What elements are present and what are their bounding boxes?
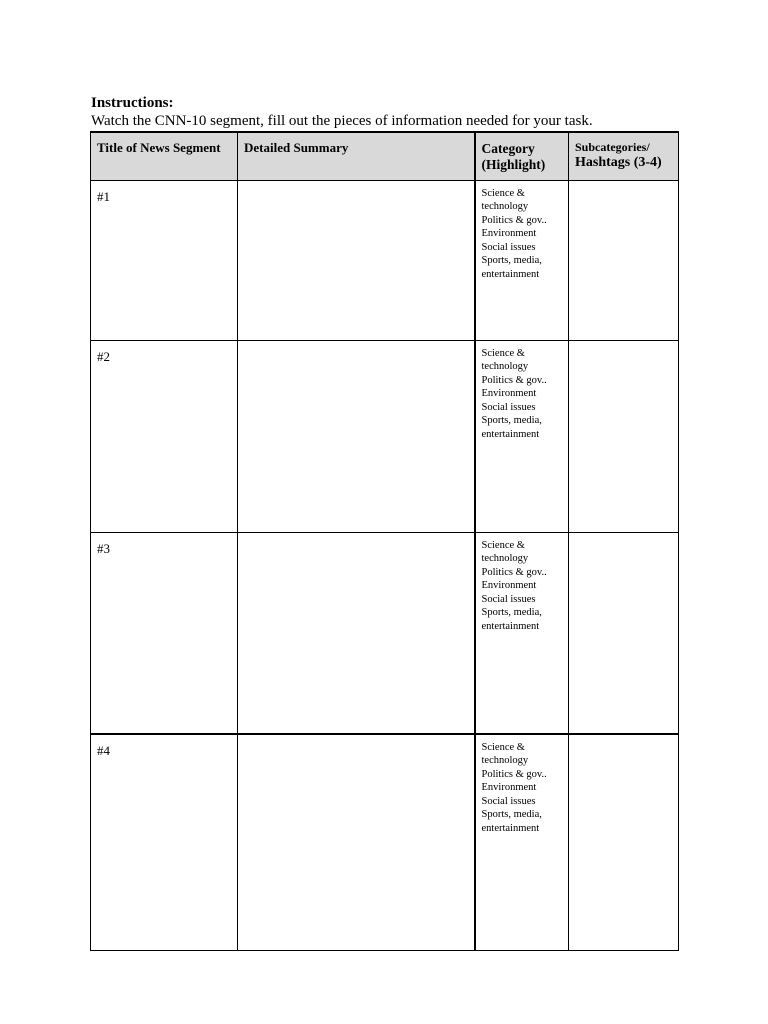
header-category	[475, 132, 569, 180]
category-option[interactable]: Environment	[481, 388, 537, 399]
category-option[interactable]: entertainment	[481, 822, 540, 834]
segment-number-cell[interactable]: #4	[91, 734, 238, 951]
instructions-heading: Instructions:	[91, 95, 174, 111]
category-option[interactable]: Environment	[481, 580, 537, 591]
segment-number-cell[interactable]: #1	[91, 180, 238, 340]
category-option[interactable]: Sports, media,	[481, 607, 542, 618]
instructions-text: Watch the CNN-10 segment, fill out the pieces of information needed for your task.	[91, 113, 593, 129]
category-cell[interactable]	[475, 180, 569, 340]
subcategories-cell[interactable]	[569, 532, 679, 734]
category-option[interactable]: Social issues	[481, 241, 536, 253]
category-option[interactable]: Science &	[481, 347, 525, 359]
category-option[interactable]: Politics & gov..	[481, 768, 547, 780]
category-option[interactable]: Politics & gov..	[481, 566, 547, 578]
summary-cell[interactable]	[238, 180, 475, 340]
category-list	[482, 539, 565, 634]
category-cell[interactable]	[475, 340, 569, 532]
segment-number-cell[interactable]: #3	[91, 532, 238, 734]
category-option[interactable]: entertainment	[481, 268, 540, 280]
category-option[interactable]: technology	[481, 361, 529, 372]
category-option[interactable]: entertainment	[481, 620, 540, 632]
category-option[interactable]: Sports, media,	[481, 255, 542, 266]
summary-cell[interactable]	[238, 532, 475, 734]
category-option[interactable]: Environment	[481, 782, 537, 793]
header-subcategories-line1: Subcategories/	[575, 140, 650, 154]
header-category-line1: Category	[481, 141, 535, 156]
category-option[interactable]: Sports, media,	[481, 809, 542, 820]
news-segment-table	[90, 131, 679, 951]
category-list	[482, 347, 565, 442]
category-option[interactable]: Social issues	[481, 401, 536, 413]
header-detailed-summary: Detailed Summary	[238, 132, 475, 180]
category-option[interactable]: Science &	[481, 741, 525, 753]
category-list	[482, 741, 565, 836]
header-category-line2: (Highlight)	[481, 157, 546, 172]
category-option[interactable]: Science &	[481, 539, 525, 551]
category-option[interactable]: Social issues	[481, 795, 536, 807]
category-cell[interactable]	[475, 734, 569, 951]
category-option[interactable]: Sports, media,	[481, 415, 542, 426]
category-option[interactable]: technology	[481, 201, 529, 212]
category-cell[interactable]	[475, 532, 569, 734]
table-row	[91, 532, 679, 734]
table-row	[91, 180, 679, 340]
category-option[interactable]: Environment	[481, 228, 537, 239]
summary-cell[interactable]	[238, 340, 475, 532]
subcategories-cell[interactable]	[569, 734, 679, 951]
header-subcategories	[569, 132, 679, 180]
header-subcategories-line2: Hashtags (3-4)	[575, 155, 662, 170]
category-list	[482, 187, 565, 282]
table-header-row	[91, 132, 679, 180]
category-option[interactable]: entertainment	[481, 428, 540, 440]
subcategories-cell[interactable]	[569, 180, 679, 340]
table-row	[91, 734, 679, 951]
subcategories-cell[interactable]	[569, 340, 679, 532]
header-title-of-news-segment: Title of News Segment	[91, 132, 238, 180]
category-option[interactable]: Politics & gov..	[481, 214, 547, 226]
table-row	[91, 340, 679, 532]
summary-cell[interactable]	[238, 734, 475, 951]
category-option[interactable]: Science &	[481, 187, 525, 199]
segment-number-cell[interactable]: #2	[91, 340, 238, 532]
category-option[interactable]: Politics & gov..	[481, 374, 547, 386]
category-option[interactable]: Social issues	[481, 593, 536, 605]
category-option[interactable]: technology	[481, 755, 529, 766]
category-option[interactable]: technology	[481, 553, 529, 564]
